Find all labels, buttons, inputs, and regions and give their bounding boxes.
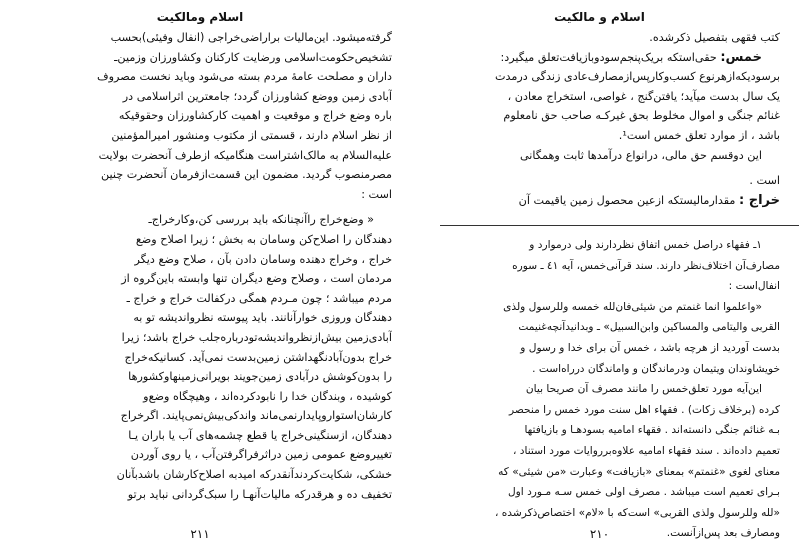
text-line: تشخیص‌حکومت‌اسلامی ورضایت کارکنان وکشاورزان وزمین‌ـ bbox=[114, 50, 392, 64]
footnote-line: بـه غنائم جنگی دانسته‌اند . فقهاء امامیه بسودهـا و بازیافتها bbox=[524, 424, 780, 437]
footnote-line: کرده (برخلاف زکات) . فقهاء اهل سنت مورد خمس را منحصر bbox=[509, 403, 780, 416]
khums-definition-line bbox=[440, 48, 780, 68]
text-line: داران و مصلحت عامهٔ مردم بسته می‌شود وباید نخست مصروف bbox=[97, 70, 392, 84]
footnote-line: «لله وللرسول ولذی القربی» است‌که با «لام» اختصاص‌ذکرشده ، bbox=[494, 506, 780, 519]
quote-line: تخفیف ده و هرقدرکه مالیات‌آنهـا را سبک‌گردانی نباید برتو bbox=[127, 487, 392, 501]
text-line: این دوقسم حق مالی، درانواع درآمدها ثابت وهمگانی bbox=[519, 148, 762, 162]
footnote bbox=[442, 235, 780, 544]
footnote-line: ومصارف بعد پس‌ازآنست. bbox=[666, 527, 780, 540]
text-line: است . bbox=[749, 174, 780, 188]
quote-line: مردم میباشد ؛ چون مـردم همگی درکفالت خراج و خراج ـ bbox=[126, 291, 392, 305]
text-line: باشد ، از موارد تعلق خمس است¹. bbox=[618, 128, 780, 142]
right-page-body bbox=[440, 28, 780, 210]
quote-line: دهندگان را اصلاح‌کن وسامان به بخش ؛ زیرا اصلاح وضع bbox=[135, 232, 392, 246]
footnote-line: مصارف‌آن اختلاف‌نظر دارند. سند قرآنی‌خمس، آیه ٤١ ـ سوره bbox=[512, 259, 780, 272]
footnote-divider bbox=[440, 225, 799, 226]
footnote-line: «واعلموا انما غنمتم من شیئی‌فان‌لله خمسه وللرسول ولذی bbox=[503, 300, 762, 313]
text-line: گرفته‌میشود. این‌مالیات براراضی‌خراجی (انفال وفیئی)بحسب bbox=[110, 31, 392, 44]
text-line: کتب فقهی بتفصیل ذکرشده. bbox=[649, 31, 780, 44]
footnote-line: بدست آوردید از هرچه باشد ، خمس آن برای خدا و رسول و bbox=[520, 341, 780, 354]
text-line: یک سال بدست میآید؛ یافتن‌گنج ، غواصی، استخراج معادن ، bbox=[507, 89, 780, 103]
page-number: ۲۱۱ bbox=[190, 527, 210, 541]
quote-line: را بدون‌کوشش درآبادی زمین‌جویند بویرانی‌زمینهاوکشورها bbox=[128, 370, 392, 384]
quote-line: خراج ، وخراج دهنده وسامان دادن بآن ، صلاح وضع دیگر bbox=[134, 252, 392, 266]
quote-line: کارشان‌استواروپایدارنمی‌ماند واندکی‌بیش‌نمی‌پایند. اگرخراج bbox=[120, 409, 392, 423]
kharaj-definition-line bbox=[440, 191, 780, 211]
quote-line: مردمان است ، وصلاح وضع دیگران تنها وابسته باین‌گروه از bbox=[121, 272, 392, 286]
right-page bbox=[400, 0, 799, 549]
text-line: علیه‌السلام به مالک‌اشتراست هنگامیکه ازطرف آنحضرت بولایت bbox=[98, 148, 392, 162]
quote-line: « وضع‌خراج راآنچنانکه باید بررسی کن،وکارخراج‌ـ bbox=[148, 213, 374, 227]
footnote-line: خویشاوندان ویتیمان ودرماندگان و واماندگان درراه‌است . bbox=[532, 362, 780, 375]
quote-line: خراج بدون‌آبادنگهداشتن زمین‌بدست نمی‌آید. کسانیکه‌خراج bbox=[124, 350, 392, 364]
page-title: اسلام و مالکیت bbox=[554, 10, 645, 24]
text-line: آبادی زمین ووضع کشاورزان گردد؛ جامعترین اثراسلامی در bbox=[122, 89, 392, 103]
quote-line: کوشیده ، وبندگان خدا را نابودکرده‌اند ، وهیچگاه وضع‌و bbox=[143, 389, 392, 403]
footnote-line: بـرای تعمیم است میباشد . مصرف اولی خمس سـه مـورد اول bbox=[507, 486, 780, 499]
quote-line: تغییروضع عمومی زمین دراثرفراگرفتن‌آب ، یا روی آوردن bbox=[130, 448, 392, 462]
khums-definition: حقی‌استکه بریک‌پنجم‌سودوبازیافت‌تعلق میگیرد: bbox=[500, 50, 721, 64]
kharaj-term: خراج : bbox=[738, 192, 780, 208]
page-number: ۲۱۰ bbox=[589, 527, 610, 541]
text-line: غنائم جنگی و اموال مخلوط بحق غیرکـه صاحب حق نامعلوم bbox=[503, 109, 780, 123]
quote-line: آبادی‌زمین بیش‌ازنظرواندیشه‌تودرباره‌جلب خراج باشد؛ زیرا bbox=[121, 330, 392, 344]
footnote-line: این‌آیه مورد تعلق‌خمس را مانند مصرف آن صریحا بیان bbox=[525, 383, 762, 396]
text-line: برسودیکه‌ازهرنوع کسب‌وکارپس‌ازمصارف‌عادی زندگی درمدت bbox=[495, 70, 780, 84]
quote-line: خشکی، شکایت‌کردندآنقدرکه امیدبه اصلاح‌کارشان باشدبآنان bbox=[116, 468, 392, 482]
left-page-body bbox=[15, 28, 392, 504]
footnote-line: تعمیم داده‌اند . سند فقهاء امامیه علاوه‌برروایات مورد استناد ، bbox=[512, 444, 780, 457]
footnote-line: ۱ـ فقهاء دراصل خمس اتفاق نظردارند ولی درموارد و bbox=[529, 239, 762, 251]
quote-line: دهندگان، ازسنگینی‌خراج یا قطع چشمه‌های آب یا باران یـا bbox=[128, 428, 392, 442]
quote-line: دهندگان وروزی خوارآنانند. باید پیوسته نظرواندیشه تو به bbox=[133, 311, 392, 325]
text-line: از نظر اسلام دارند ، قسمتی از مکتوب ومنشور امیرالمؤمنین bbox=[111, 128, 392, 142]
text-line: مصرمنصوب گردید. مضمون این قسمت‌ازفرمان آنحضرت چنین bbox=[101, 168, 392, 182]
footnote-line: معنای لغوی «غنمتم» بمعنای «بازیافت» وعبارت «من شیئی» که bbox=[498, 465, 780, 478]
footnote-line: انفال‌است : bbox=[728, 280, 780, 293]
khums-term: خمس: bbox=[720, 49, 762, 65]
text-line: است : bbox=[361, 187, 392, 201]
footnote-line: القربی والیتامی والمساکین وابن‌السبیل» ـ وبدانیدآنچه‌غنیمت bbox=[518, 321, 780, 334]
kharaj-definition: مقدارمالیستکه ازعین محصول زمین یاقیمت آن bbox=[518, 193, 739, 207]
page-title: اسلام ومالکیت bbox=[156, 10, 244, 24]
text-line: باره وضع خراج و موقعیت و اهمیت کارکشاورزان وحقوقیکه bbox=[118, 109, 392, 123]
